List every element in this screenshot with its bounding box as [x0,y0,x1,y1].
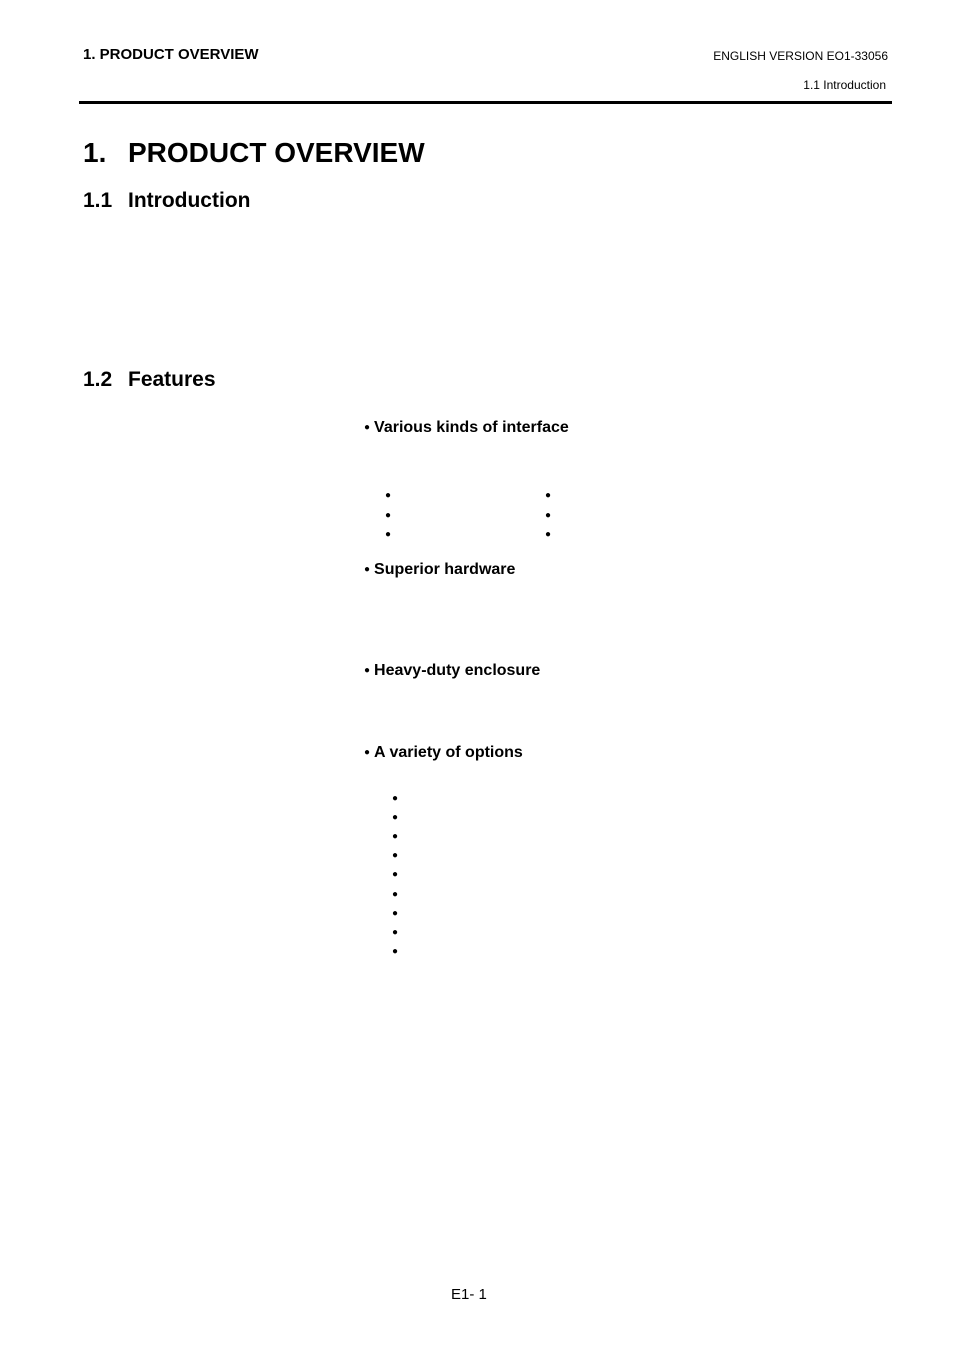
section-number-introduction: 1.1 [83,189,113,212]
sub-bullet-icon: ● [392,831,399,842]
sub-bullet-icon: ● [385,490,392,501]
sub-bullet-icon: ● [392,889,399,900]
feature-item [364,662,540,680]
sub-bullet-icon: ● [392,908,399,919]
bullet-icon: ● [364,747,371,758]
sub-bullet-icon: ● [545,510,552,521]
header-chapter: 1. PRODUCT OVERVIEW [83,46,259,63]
feature-label: Various kinds of interface [374,419,569,436]
sub-bullet-icon: ● [385,510,392,521]
sub-bullet-icon: ● [392,946,399,957]
sub-bullet-icon: ● [392,793,399,804]
section-title-features: Features [128,368,216,391]
header-section: 1.1 Introduction [803,78,886,92]
header-version: ENGLISH VERSION EO1-33056 [713,49,888,63]
feature-item [364,744,523,762]
section-number-features: 1.2 [83,368,113,391]
page-number: E1- 1 [451,1286,487,1303]
section-title-introduction: Introduction [128,189,251,212]
feature-item [364,561,515,579]
feature-label: A variety of options [374,744,523,761]
feature-item [364,419,569,437]
sub-bullet-icon: ● [545,529,552,540]
feature-label: Heavy-duty enclosure [374,662,541,679]
sub-bullet-icon: ● [385,529,392,540]
feature-label: Superior hardware [374,561,516,578]
sub-bullet-icon: ● [545,490,552,501]
sub-bullet-icon: ● [392,812,399,823]
chapter-number: 1. [83,137,107,168]
bullet-icon: ● [364,665,371,676]
page-title: PRODUCT OVERVIEW [128,137,425,168]
sub-bullet-icon: ● [392,927,399,938]
sub-bullet-icon: ● [392,850,399,861]
sub-bullet-icon: ● [392,869,399,880]
header-divider [79,101,892,104]
bullet-icon: ● [364,422,371,433]
bullet-icon: ● [364,564,371,575]
